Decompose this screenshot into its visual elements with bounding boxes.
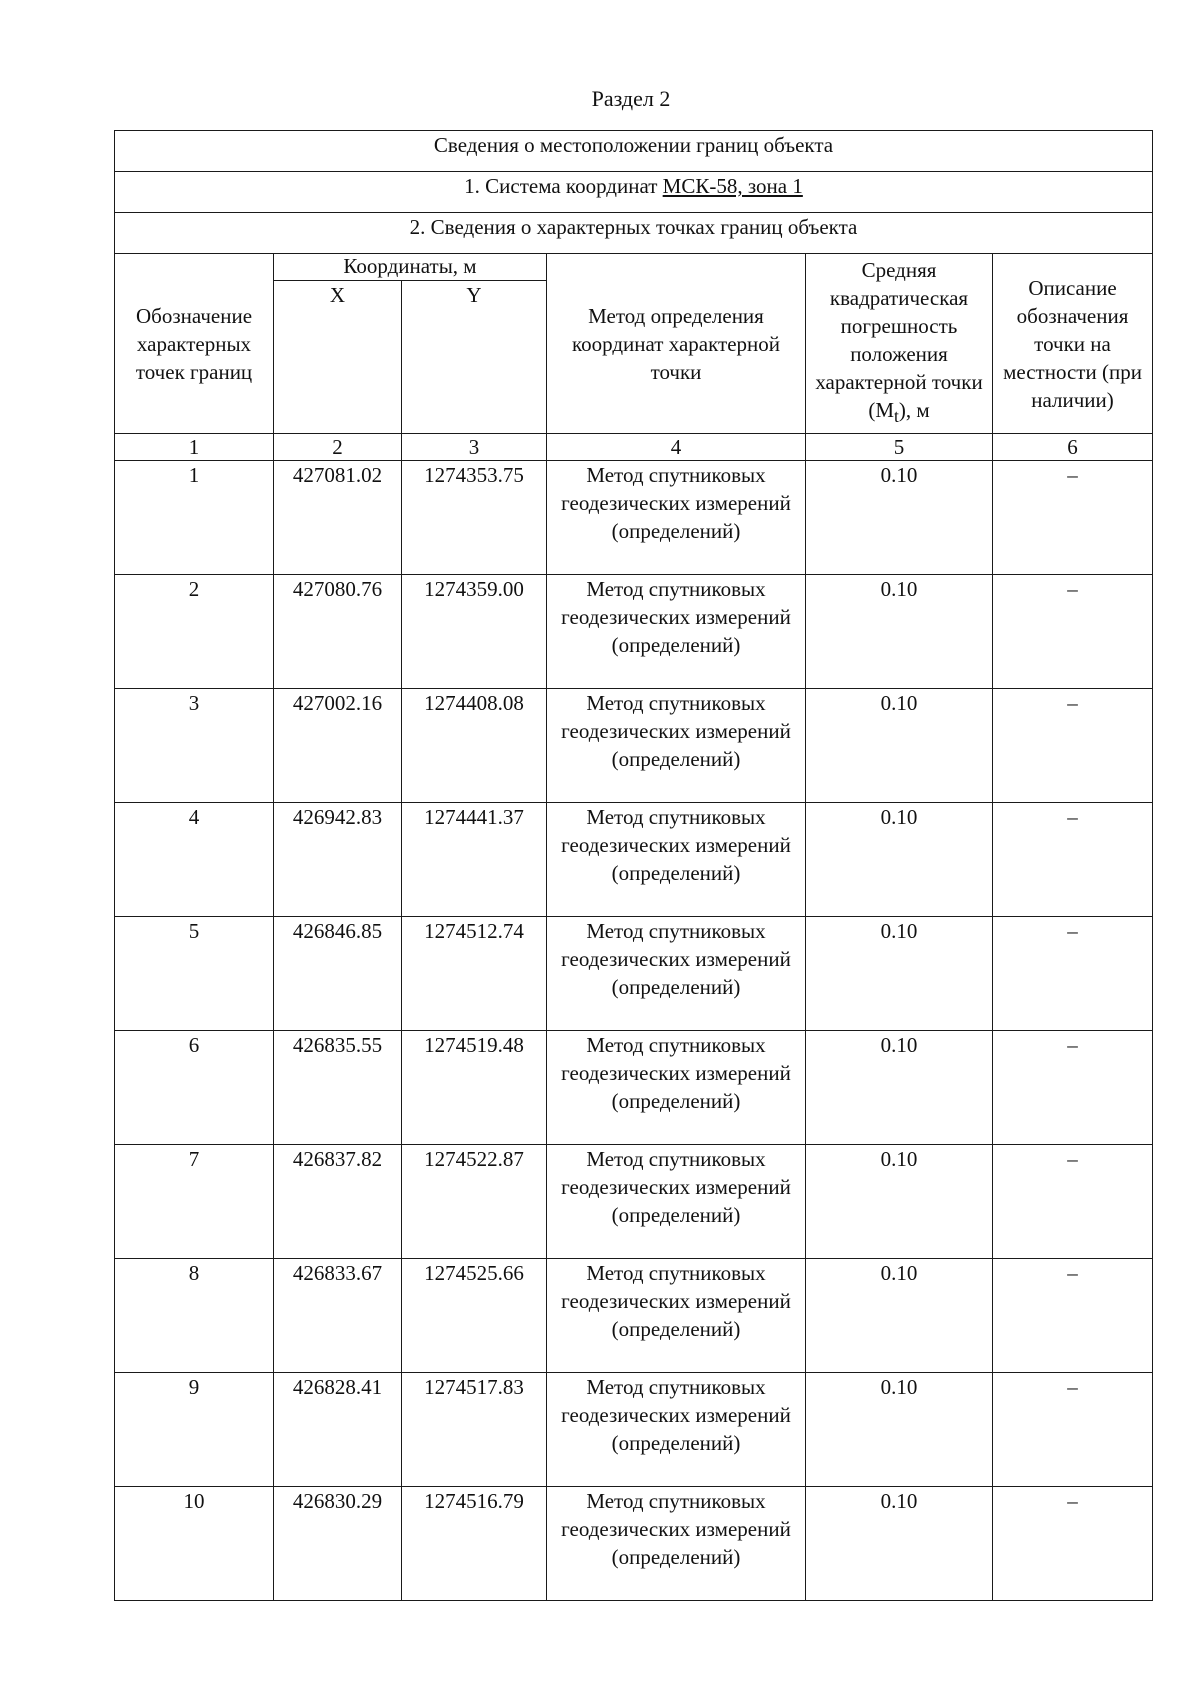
point-number: 5 [115,917,274,1031]
column-number: 5 [806,434,993,461]
column-number: 2 [274,434,402,461]
table-row [115,1145,1153,1259]
accuracy-cell: 0.10 [806,1487,993,1601]
method-cell: Метод спутниковых геодезических измерений (определений) [547,689,806,803]
coord-x: 426837.82 [274,1145,402,1259]
coord-x: 426835.55 [274,1031,402,1145]
coord-y: 1274522.87 [402,1145,547,1259]
header-coordinates: Координаты, м [274,254,547,281]
description-cell: – [993,803,1153,917]
table-row [115,1373,1153,1487]
header-accuracy-text: Средняя квадратическая погрешность положения характерной точки (M [815,258,983,423]
table-title: Сведения о местоположении границ объекта [115,131,1153,172]
description-cell: – [993,689,1153,803]
coord-system-value: МСК-58, зона 1 [662,174,803,198]
description-cell: – [993,461,1153,575]
header-x: X [274,281,402,434]
point-number: 8 [115,1259,274,1373]
coord-y: 1274359.00 [402,575,547,689]
coord-x: 427080.76 [274,575,402,689]
header-point-designation: Обозначение характерных точек границ [115,254,274,434]
method-cell: Метод спутниковых геодезических измерений (определений) [547,1487,806,1601]
header-accuracy [806,254,993,434]
method-cell: Метод спутниковых геодезических измерений (определений) [547,1031,806,1145]
header-accuracy-subscript: t [894,406,899,427]
accuracy-cell: 0.10 [806,1031,993,1145]
table-row [115,461,1153,575]
description-cell: – [993,1145,1153,1259]
accuracy-cell: 0.10 [806,803,993,917]
header-description: Описание обозначения точки на местности (при наличии) [993,254,1153,434]
method-cell: Метод спутниковых геодезических измерений (определений) [547,803,806,917]
table-row [115,1259,1153,1373]
coord-x: 427081.02 [274,461,402,575]
point-number: 4 [115,803,274,917]
point-number: 6 [115,1031,274,1145]
point-number: 7 [115,1145,274,1259]
coord-system-label: 1. Система координат [464,174,663,198]
coord-x: 426833.67 [274,1259,402,1373]
accuracy-cell: 0.10 [806,917,993,1031]
method-cell: Метод спутниковых геодезических измерений (определений) [547,1259,806,1373]
coord-x: 426846.85 [274,917,402,1031]
accuracy-cell: 0.10 [806,1259,993,1373]
column-number: 3 [402,434,547,461]
table-row [115,917,1153,1031]
coord-y: 1274441.37 [402,803,547,917]
header-row-1 [115,254,1153,281]
header-method: Метод определения координат характерной точки [547,254,806,434]
header-y: Y [402,281,547,434]
coord-y: 1274525.66 [402,1259,547,1373]
description-cell: – [993,575,1153,689]
coord-y: 1274516.79 [402,1487,547,1601]
table-row [115,803,1153,917]
coord-system-cell [115,172,1153,213]
points-heading: 2. Сведения о характерных точках границ объекта [115,213,1153,254]
point-number: 9 [115,1373,274,1487]
column-numbers-row [115,434,1153,461]
accuracy-cell: 0.10 [806,689,993,803]
point-number: 1 [115,461,274,575]
accuracy-cell: 0.10 [806,461,993,575]
coord-y: 1274512.74 [402,917,547,1031]
section-label: Раздел 2 [591,86,671,111]
coord-y: 1274353.75 [402,461,547,575]
method-cell: Метод спутниковых геодезических измерений (определений) [547,917,806,1031]
coord-x: 426828.41 [274,1373,402,1487]
column-number: 4 [547,434,806,461]
column-number: 1 [115,434,274,461]
column-number: 6 [993,434,1153,461]
table-title-row [115,131,1153,172]
description-cell: – [993,1259,1153,1373]
method-cell: Метод спутниковых геодезических измерений (определений) [547,1373,806,1487]
table-row [115,1031,1153,1145]
table-row [115,689,1153,803]
accuracy-cell: 0.10 [806,1373,993,1487]
table-row [115,1487,1153,1601]
description-cell: – [993,1373,1153,1487]
point-number: 3 [115,689,274,803]
description-cell: – [993,1487,1153,1601]
point-number: 2 [115,575,274,689]
table-row [115,575,1153,689]
header-accuracy-unit: ), м [898,398,930,423]
accuracy-cell: 0.10 [806,575,993,689]
boundary-points-table [114,130,1153,1601]
method-cell: Метод спутниковых геодезических измерений (определений) [547,1145,806,1259]
description-cell: – [993,917,1153,1031]
accuracy-cell: 0.10 [806,1145,993,1259]
points-heading-row [115,213,1153,254]
coord-x: 426830.29 [274,1487,402,1601]
method-cell: Метод спутниковых геодезических измерений (определений) [547,575,806,689]
method-cell: Метод спутниковых геодезических измерений (определений) [547,461,806,575]
coord-y: 1274519.48 [402,1031,547,1145]
description-cell: – [993,1031,1153,1145]
coord-y: 1274408.08 [402,689,547,803]
coord-x: 427002.16 [274,689,402,803]
coord-x: 426942.83 [274,803,402,917]
point-number: 10 [115,1487,274,1601]
coord-system-row [115,172,1153,213]
coord-y: 1274517.83 [402,1373,547,1487]
